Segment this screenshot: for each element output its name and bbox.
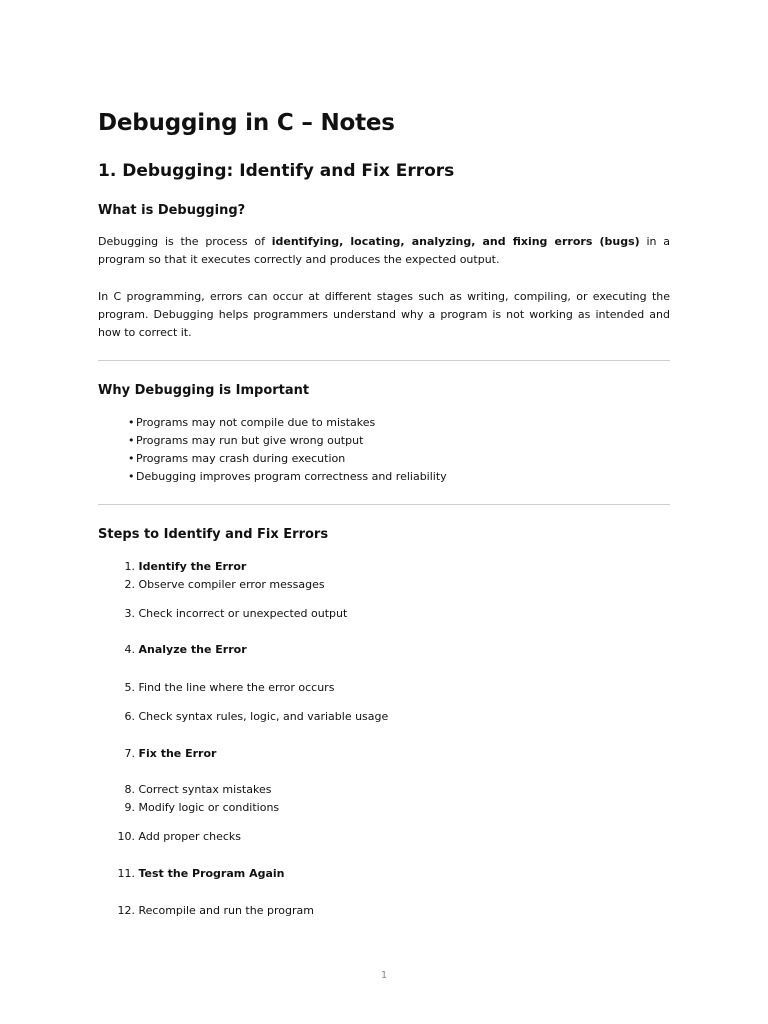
step-text: Identify the Error [138, 560, 247, 573]
list-item-text: Programs may run but give wrong output [136, 434, 364, 447]
list-item [128, 468, 447, 486]
step-text: Recompile and run the program [138, 904, 314, 917]
step-number: 12. [117, 904, 135, 917]
step-number: 7. [124, 747, 135, 760]
step-item [98, 679, 498, 697]
step-number: 10. [117, 830, 135, 843]
step-text: Find the line where the error occurs [138, 681, 335, 694]
list-item [128, 432, 447, 450]
steps-heading: Steps to Identify and Fix Errors [98, 527, 329, 542]
section-divider [98, 360, 670, 361]
why-important-list [128, 414, 447, 486]
step-item [98, 576, 498, 594]
step-item [98, 865, 498, 883]
bullet-marker: • [128, 470, 135, 483]
step-number: 6. [124, 710, 135, 723]
what-is-paragraph-1 [98, 233, 670, 269]
step-number: 5. [124, 681, 135, 694]
step-item [98, 605, 498, 623]
step-item [98, 828, 498, 846]
list-item-text: Programs may not compile due to mistakes [136, 416, 376, 429]
document-title: Debugging in C – Notes [98, 110, 395, 136]
page-number: 1 [380, 970, 388, 981]
list-item [128, 414, 447, 432]
step-text: Analyze the Error [138, 643, 247, 656]
step-number: 4. [124, 643, 135, 656]
list-item-text: Programs may crash during execution [136, 452, 346, 465]
para1-text-end: in a program so that it executes correctly and produces the expected output. [98, 235, 670, 266]
step-text: Modify logic or conditions [138, 801, 280, 814]
step-item [98, 799, 498, 817]
step-item [98, 781, 498, 799]
list-item-text: Debugging improves program correctness and reliability [136, 470, 447, 483]
para1-bold-text: identifying, locating, analyzing, and fixing errors (bugs) [271, 235, 640, 248]
step-text: Check incorrect or unexpected output [138, 607, 348, 620]
step-item [98, 745, 498, 763]
step-text: Observe compiler error messages [138, 578, 325, 591]
step-item [98, 558, 498, 576]
step-item [98, 902, 498, 920]
step-number: 2. [124, 578, 135, 591]
step-text: Test the Program Again [138, 867, 285, 880]
step-number: 9. [124, 801, 135, 814]
step-number: 11. [117, 867, 135, 880]
step-item [98, 708, 498, 726]
bullet-marker: • [128, 416, 135, 429]
bullet-marker: • [128, 452, 135, 465]
bullet-marker: • [128, 434, 135, 447]
what-is-paragraph-2: In C programming, errors can occur at different stages such as writing, compiling, or executing the program. Debugging helps programmers understand why a program is not working as intended and how to correct it. [98, 290, 670, 339]
step-number: 1. [124, 560, 135, 573]
why-important-heading: Why Debugging is Important [98, 383, 310, 398]
step-text: Check syntax rules, logic, and variable usage [138, 710, 389, 723]
step-number: 3. [124, 607, 135, 620]
step-item [98, 641, 498, 659]
step-number: 8. [124, 783, 135, 796]
step-text: Correct syntax mistakes [138, 783, 272, 796]
section-heading: 1. Debugging: Identify and Fix Errors [98, 161, 455, 181]
section-divider [98, 504, 670, 505]
para1-text-start: Debugging is the process of [98, 235, 272, 248]
step-text: Add proper checks [138, 830, 241, 843]
list-item [128, 450, 447, 468]
what-is-heading: What is Debugging? [98, 203, 246, 218]
step-text: Fix the Error [138, 747, 217, 760]
